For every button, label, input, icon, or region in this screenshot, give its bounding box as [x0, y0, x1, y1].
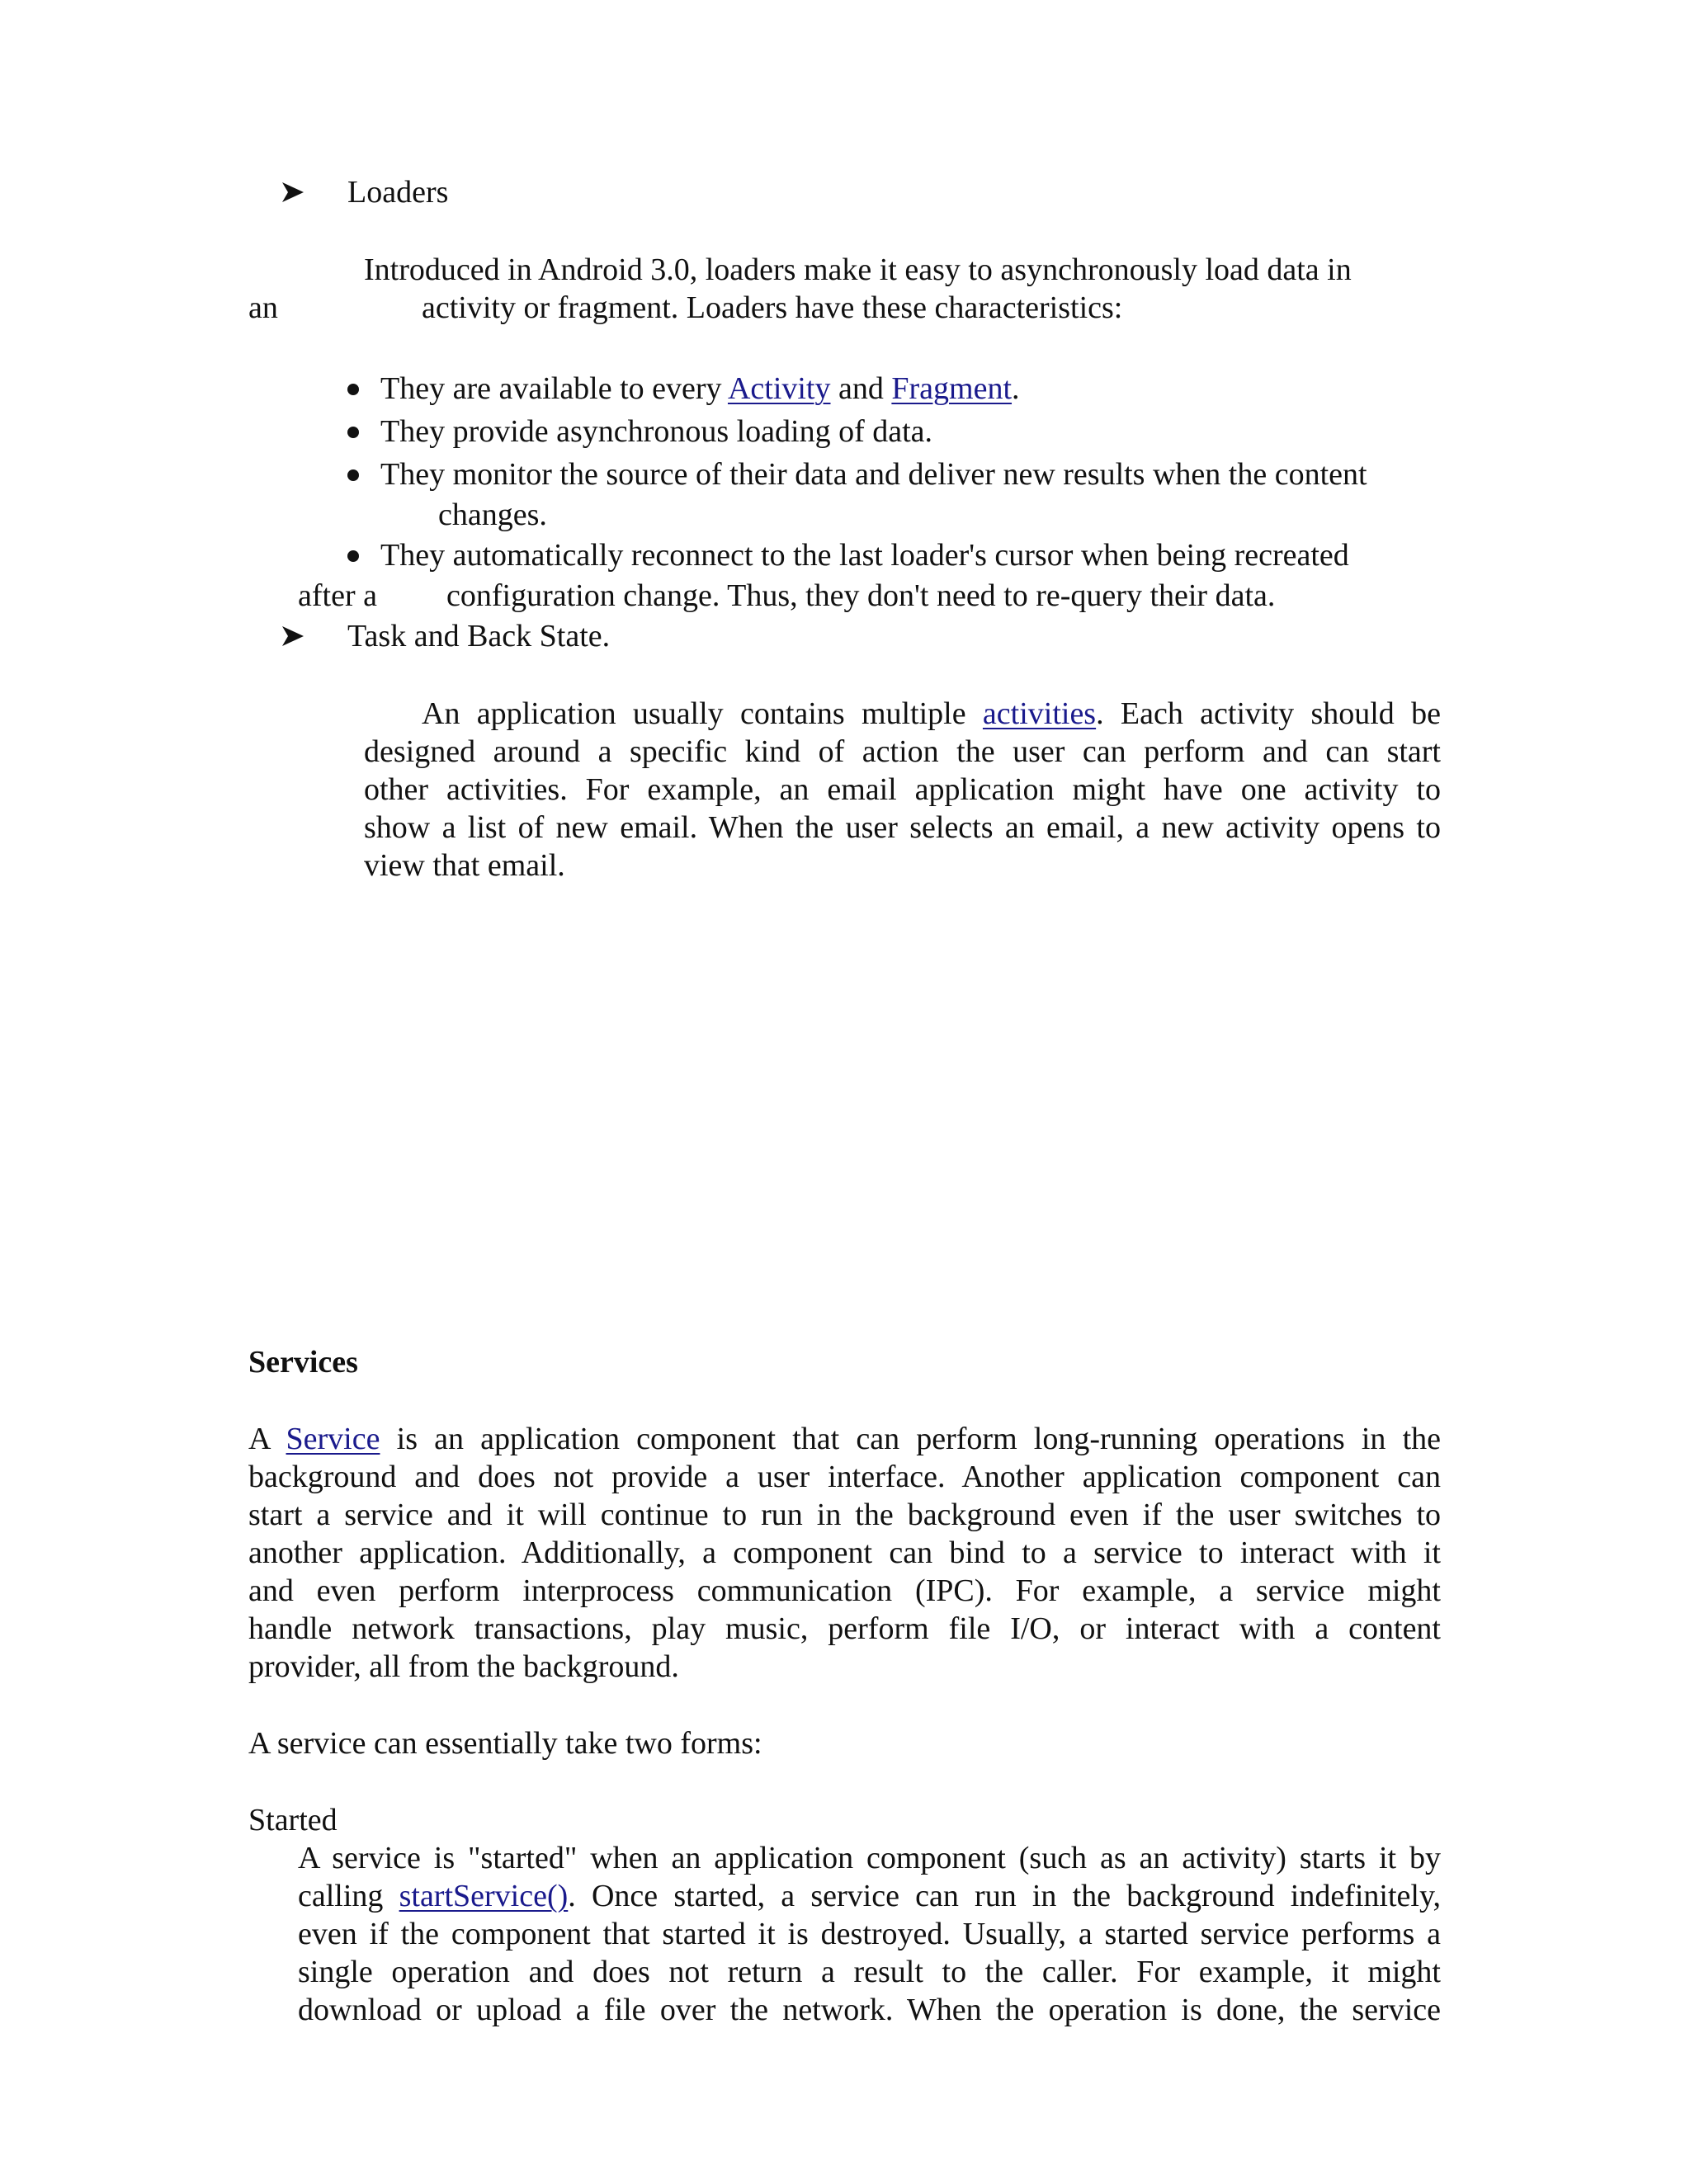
services-paragraph-line: handle network transactions, play music, perform file I/O, or interact with a content — [248, 1611, 1441, 1646]
services-paragraph-line: provider, all from the background. — [248, 1649, 679, 1684]
loaders-heading: Loaders — [347, 175, 449, 210]
task-paragraph-line: view that email. — [364, 848, 565, 883]
started-definition-line: download or upload a file over the network. When the operation is done, the service — [298, 1993, 1441, 2027]
services-paragraph-line: background and does not provide a user interface. Another application component can — [248, 1460, 1441, 1494]
started-definition-line: even if the component that started it is destroyed. Usually, a started service performs a — [298, 1917, 1441, 1951]
list-item: They provide asynchronous loading of data. — [380, 414, 933, 449]
bullet-dot-icon — [347, 550, 359, 562]
task-paragraph-line: other activities. For example, an email application might have one activity to — [364, 772, 1441, 807]
loaders-intro-line2: activity or fragment. Loaders have these characteristics: — [422, 290, 1123, 325]
started-definition-line: calling startService(). Once started, a service can run in the background indefinitely, — [298, 1879, 1441, 1913]
loaders-intro-line1: Introduced in Android 3.0, loaders make it easy to asynchronously load data in — [364, 252, 1352, 287]
task-paragraph-line: An application usually contains multiple activities. Each activity should be — [422, 696, 1441, 731]
services-paragraph-line: A Service is an application component that can perform long-running operations in the — [248, 1422, 1441, 1456]
services-heading: Services — [248, 1345, 358, 1380]
services-paragraph-line: another application. Additionally, a component can bind to a service to interact with it — [248, 1535, 1441, 1570]
started-definition-line: single operation and does not return a result to the caller. For example, it might — [298, 1955, 1441, 1989]
task-paragraph-line: show a list of new email. When the user selects an email, a new activity opens to — [364, 810, 1441, 845]
services-forms-sentence: A service can essentially take two forms: — [248, 1726, 762, 1761]
services-paragraph-line: start a service and it will continue to run in the background even if the user switches to — [248, 1498, 1441, 1532]
task-paragraph-line: designed around a specific kind of action the user can perform and can start — [364, 734, 1441, 769]
started-definition-line: A service is "started" when an application component (such as an activity) starts it by — [298, 1841, 1441, 1875]
list-item-continuation: changes. — [438, 498, 547, 532]
list-item: They automatically reconnect to the last loader's cursor when being recreated — [380, 538, 1349, 573]
list-item-continuation: configuration change. Thus, they don't need to re-query their data. — [446, 578, 1276, 613]
startservice-link[interactable]: startService() — [399, 1879, 569, 1913]
services-paragraph-line: and even perform interprocess communication (IPC). For example, a service might — [248, 1573, 1441, 1608]
list-item: They monitor the source of their data and deliver new results when the content — [380, 457, 1367, 492]
bullet-dot-icon — [347, 469, 359, 481]
started-term: Started — [248, 1803, 338, 1837]
list-item-after-a: after a — [298, 578, 377, 613]
service-link[interactable]: Service — [286, 1422, 380, 1456]
activity-link[interactable]: Activity — [727, 371, 831, 406]
arrowhead-bullet-icon — [281, 624, 305, 649]
bullet-dot-icon — [347, 384, 359, 395]
loaders-intro-an: an — [248, 290, 278, 325]
bullet-dot-icon — [347, 427, 359, 438]
activities-link[interactable]: activities — [982, 696, 1097, 731]
fragment-link[interactable]: Fragment — [891, 371, 1013, 406]
arrowhead-bullet-icon — [281, 180, 305, 205]
task-back-state-heading: Task and Back State. — [347, 619, 611, 653]
list-item: They are available to every Activity and Fragment. — [380, 371, 1020, 406]
